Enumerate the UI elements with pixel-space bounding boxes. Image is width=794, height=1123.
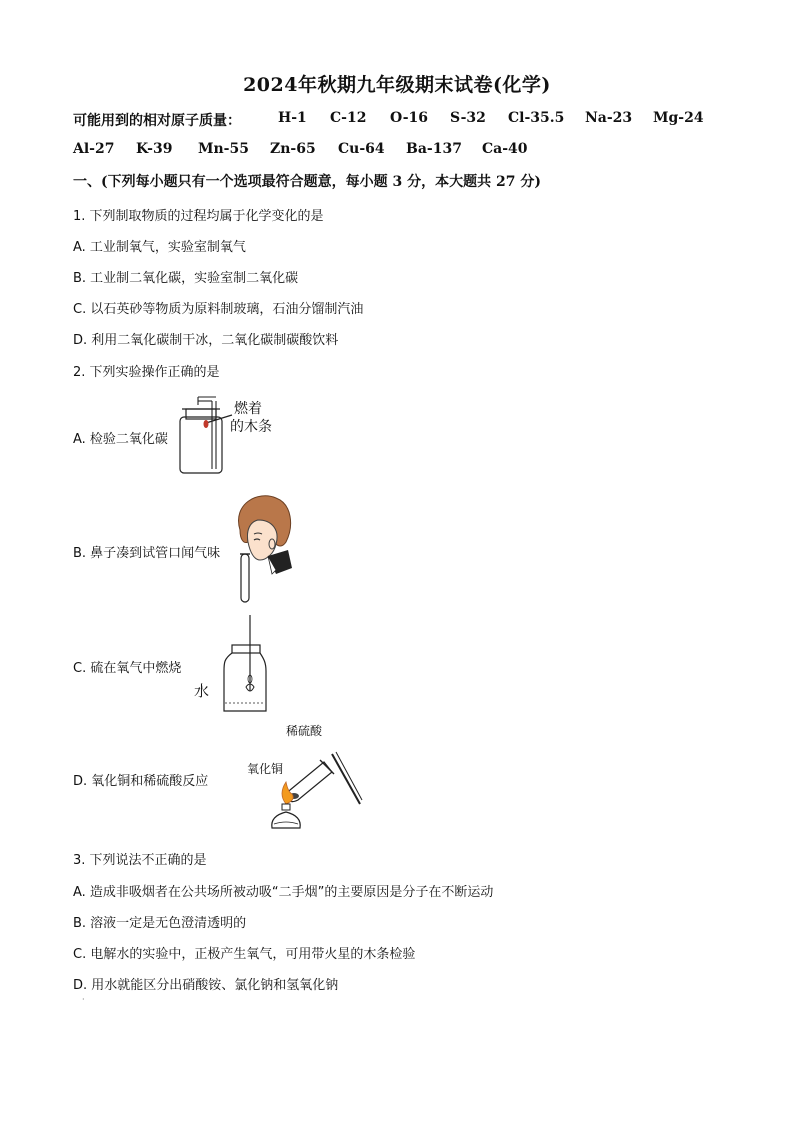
atomic-mass-item: Na-23: [585, 110, 633, 126]
atomic-mass-item: Mg-24: [653, 110, 704, 126]
figure-c-water-label: 水: [194, 682, 210, 700]
question-3-option-a: A. 造成非吸烟者在公共场所被动吸“二手烟”的主要原因是分子在不断运动: [73, 885, 494, 900]
atomic-mass-item: H-1: [278, 110, 307, 126]
atomic-mass-row-1: [73, 110, 713, 130]
question-3-option-d: D. 用水就能区分出硝酸铵、氯化钠和氢氧化钠: [73, 978, 339, 993]
atomic-mass-item: Ba-137: [406, 141, 462, 157]
smelling-test-tube-figure: [232, 490, 294, 608]
question-2-stem: 2. 下列实验操作正确的是: [73, 365, 220, 380]
atomic-mass-item: Al-27: [73, 141, 115, 157]
question-3-option-b: B. 溶液一定是无色澄清透明的: [73, 916, 247, 931]
atomic-mass-item: Zn-65: [270, 141, 316, 157]
atomic-mass-item: Cl-35.5: [508, 110, 565, 126]
figure-a-label-line1: 燃着: [234, 401, 262, 417]
question-1-option-c: C. 以石英砂等物质为原料制玻璃，石油分馏制汽油: [73, 302, 364, 317]
figure-a-label-line2: 的木条: [230, 419, 272, 435]
figure-d-oxide-label: 氧化铜: [247, 762, 284, 776]
question-2-option-d: D. 氧化铜和稀硫酸反应: [73, 774, 209, 789]
atomic-mass-item: Cu-64: [338, 141, 385, 157]
atomic-mass-item: O-16: [390, 110, 429, 126]
question-1-stem: 1. 下列制取物质的过程均属于化学变化的是: [73, 209, 324, 224]
atomic-mass-item: Mn-55: [198, 141, 249, 157]
sulfur-combustion-bottle-figure: [218, 615, 270, 715]
gas-bottle-wood-strip-figure: [172, 395, 234, 477]
atomic-mass-item: C-12: [330, 110, 367, 126]
section-header: 一、(下列每小题只有一个选项最符合题意，每小题 3 分，本大题共 27 分): [73, 174, 541, 190]
atomic-mass-item: K-39: [136, 141, 173, 157]
question-2-option-b: B. 鼻子凑到试管口闻气味: [73, 546, 221, 561]
page-title: 2024年秋期九年级期末试卷(化学): [243, 74, 551, 96]
atomic-mass-label: 可能用到的相对原子质量：: [73, 113, 241, 129]
question-3-option-c: C. 电解水的实验中，正极产生氧气，可用带火星的木条检验: [73, 947, 416, 962]
atomic-mass-row-2: [73, 141, 573, 161]
heating-test-tube-figure: [262, 740, 366, 832]
question-1-option-d: D. 利用二氧化碳制干冰，二氧化碳制碳酸饮料: [73, 333, 339, 348]
question-2-option-c: C. 硫在氧气中燃烧: [73, 661, 182, 676]
stray-mark: ·: [82, 995, 85, 1004]
question-3-stem: 3. 下列说法不正确的是: [73, 853, 207, 868]
question-2-option-a: A. 检验二氧化碳: [73, 432, 168, 447]
figure-d-acid-label: 稀硫酸: [286, 724, 323, 738]
atomic-mass-item: S-32: [450, 110, 486, 126]
atomic-mass-item: Ca-40: [482, 141, 528, 157]
question-1-option-a: A. 工业制氧气，实验室制氧气: [73, 240, 246, 255]
question-1-option-b: B. 工业制二氧化碳，实验室制二氧化碳: [73, 271, 299, 286]
